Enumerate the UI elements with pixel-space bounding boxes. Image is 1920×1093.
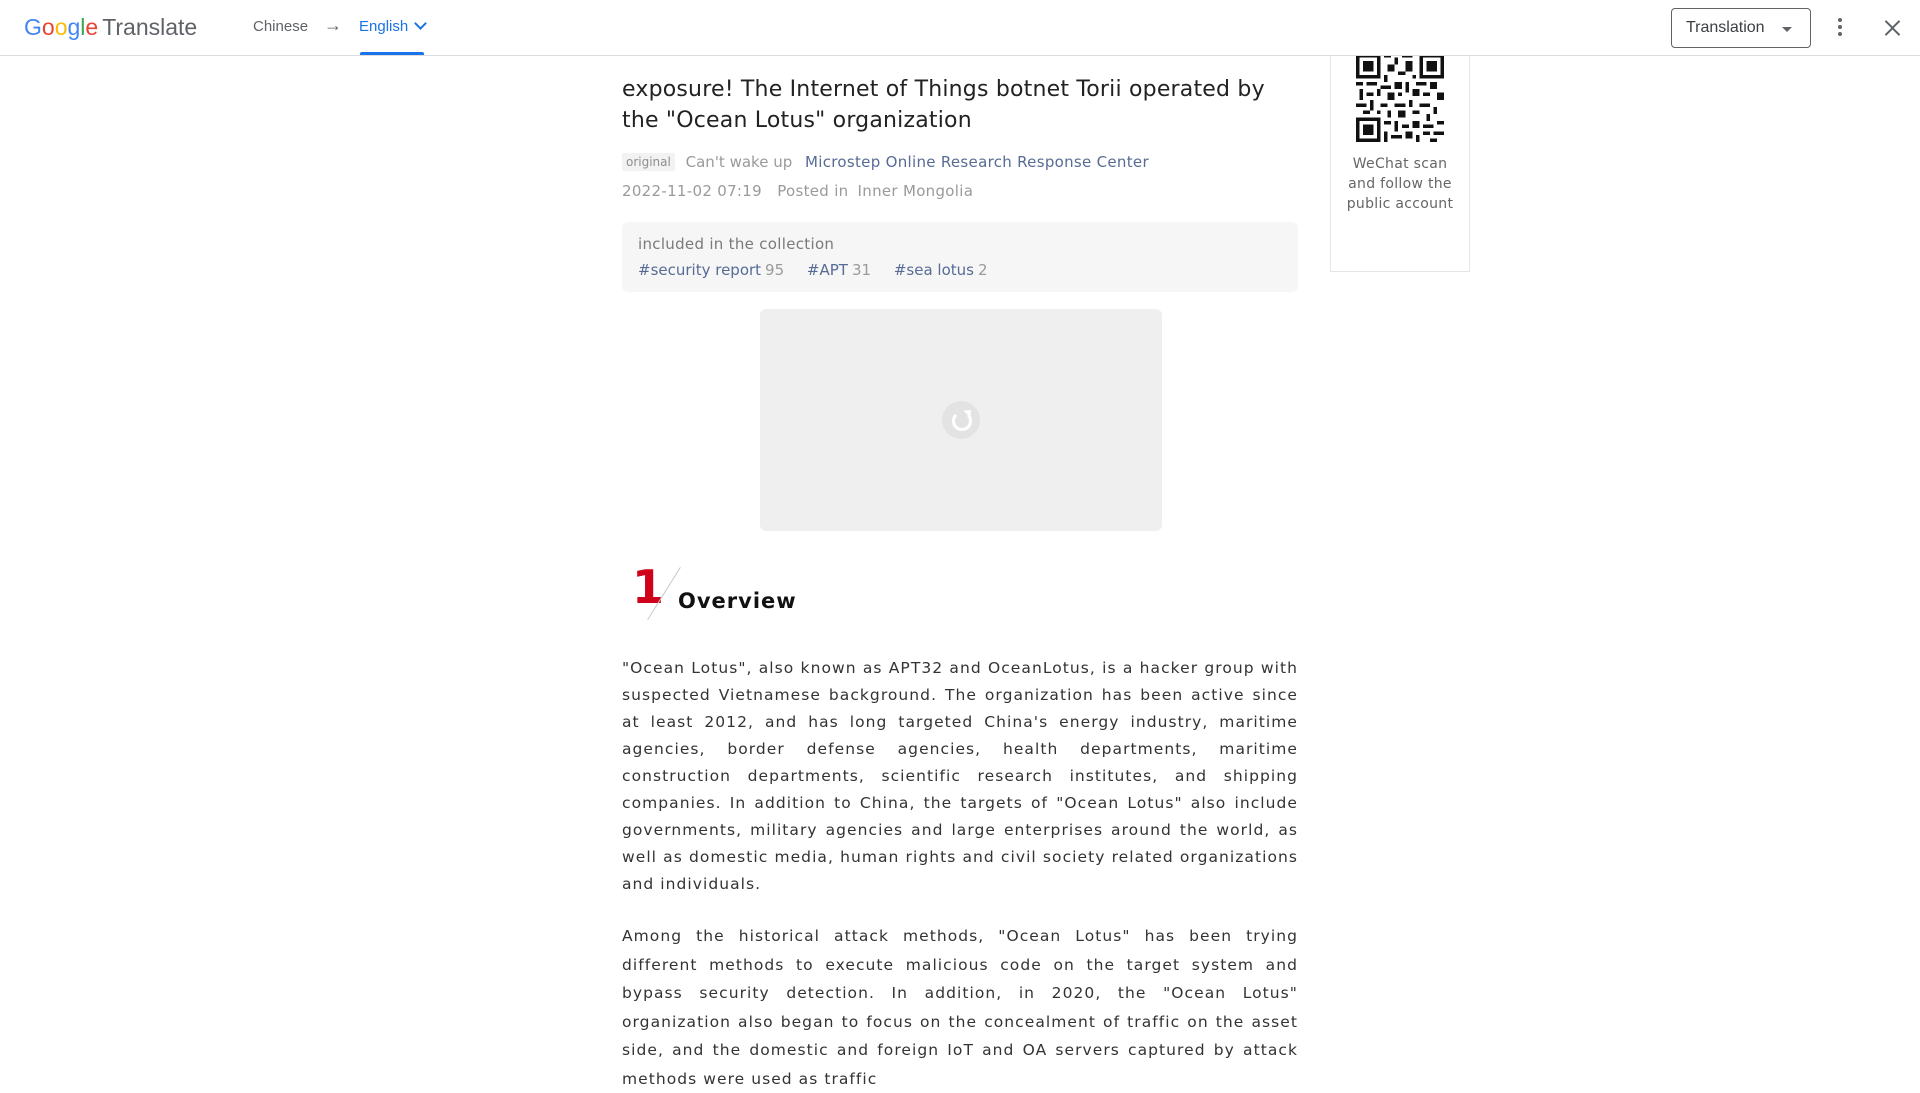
section-heading xyxy=(622,560,1298,625)
translate-toolbar xyxy=(0,0,1920,56)
caret-down-icon xyxy=(1782,27,1792,32)
article-paragraph: Among the historical attack methods, "Ocean Lotus" has been trying different methods to execute malicious code on the target system and bypass security detection. In addition, in 2020, the "Ocean Lotus" organization also began to focus on the concealment of traffic on the asset side, and the domestic and foreign IoT and OA servers captured by attack methods were used as traffic xyxy=(622,927,1298,1088)
collection-tag-name: #security report xyxy=(638,261,762,279)
reload-icon[interactable] xyxy=(942,401,980,439)
image-placeholder[interactable] xyxy=(760,309,1162,531)
collection-tag[interactable] xyxy=(638,261,784,279)
article-meta xyxy=(622,150,1298,172)
collection-box xyxy=(622,222,1298,292)
translation-mode-label: Translation xyxy=(1686,19,1765,36)
target-language-label: English xyxy=(359,18,409,35)
author-name: Can't wake up xyxy=(685,152,793,171)
product-name: Translate xyxy=(102,14,198,40)
collection-tag[interactable] xyxy=(894,261,988,279)
collection-tag-count: 31 xyxy=(851,261,872,279)
target-language-tab[interactable] xyxy=(359,17,425,37)
section-title: Overview xyxy=(678,589,797,613)
collection-tag-count: 95 xyxy=(765,261,785,279)
translation-mode-select[interactable] xyxy=(1671,8,1811,48)
chevron-down-icon xyxy=(414,17,427,30)
original-badge: original xyxy=(622,153,675,171)
active-tab-indicator xyxy=(360,52,424,55)
posted-in-label: Posted in xyxy=(777,182,849,200)
qr-caption: WeChat scan and follow the public account xyxy=(1346,156,1454,212)
collection-label: included in the collection xyxy=(638,235,835,253)
publish-info xyxy=(622,180,1298,202)
article-title: exposure! The Internet of Things botnet Torii operated by the "Ocean Lotus" organization xyxy=(622,77,1265,133)
collapse-icon[interactable] xyxy=(1882,16,1902,40)
more-options-icon[interactable] xyxy=(1832,16,1848,40)
publish-datetime: 2022-11-02 07:19 xyxy=(622,182,762,200)
section-number: 1 xyxy=(632,560,665,614)
arrow-right-icon: → xyxy=(324,15,342,35)
qr-follow-card xyxy=(1330,50,1470,272)
collection-tag[interactable] xyxy=(807,261,871,279)
account-link[interactable]: Microstep Online Research Response Center xyxy=(805,152,1149,171)
publish-location: Inner Mongolia xyxy=(857,182,974,200)
collection-tags xyxy=(638,260,1282,280)
source-language-tab[interactable]: Chinese xyxy=(253,18,309,35)
article xyxy=(622,56,1298,1093)
article-paragraph: "Ocean Lotus", also known as APT32 and OceanLotus, is a hacker group with suspected Vietnamese background. The organization has been active since at least 2012, and has long targeted China's energy industry, maritime agencies, border defense agencies, health departments, maritime construction departments, scientific research institutes, and shipping companies. In addition to China, the targets of "Ocean Lotus" also include governments, military agencies and large enterprises around the world, as well as domestic media, human rights and civil society related organizations and individuals. xyxy=(622,659,1298,893)
collection-tag-name: #APT xyxy=(806,261,848,279)
collection-tag-name: #sea lotus xyxy=(893,261,974,279)
google-translate-logo[interactable]: Google Translate xyxy=(24,14,198,40)
collection-tag-count: 2 xyxy=(977,261,988,279)
qr-code-icon xyxy=(1356,54,1444,142)
